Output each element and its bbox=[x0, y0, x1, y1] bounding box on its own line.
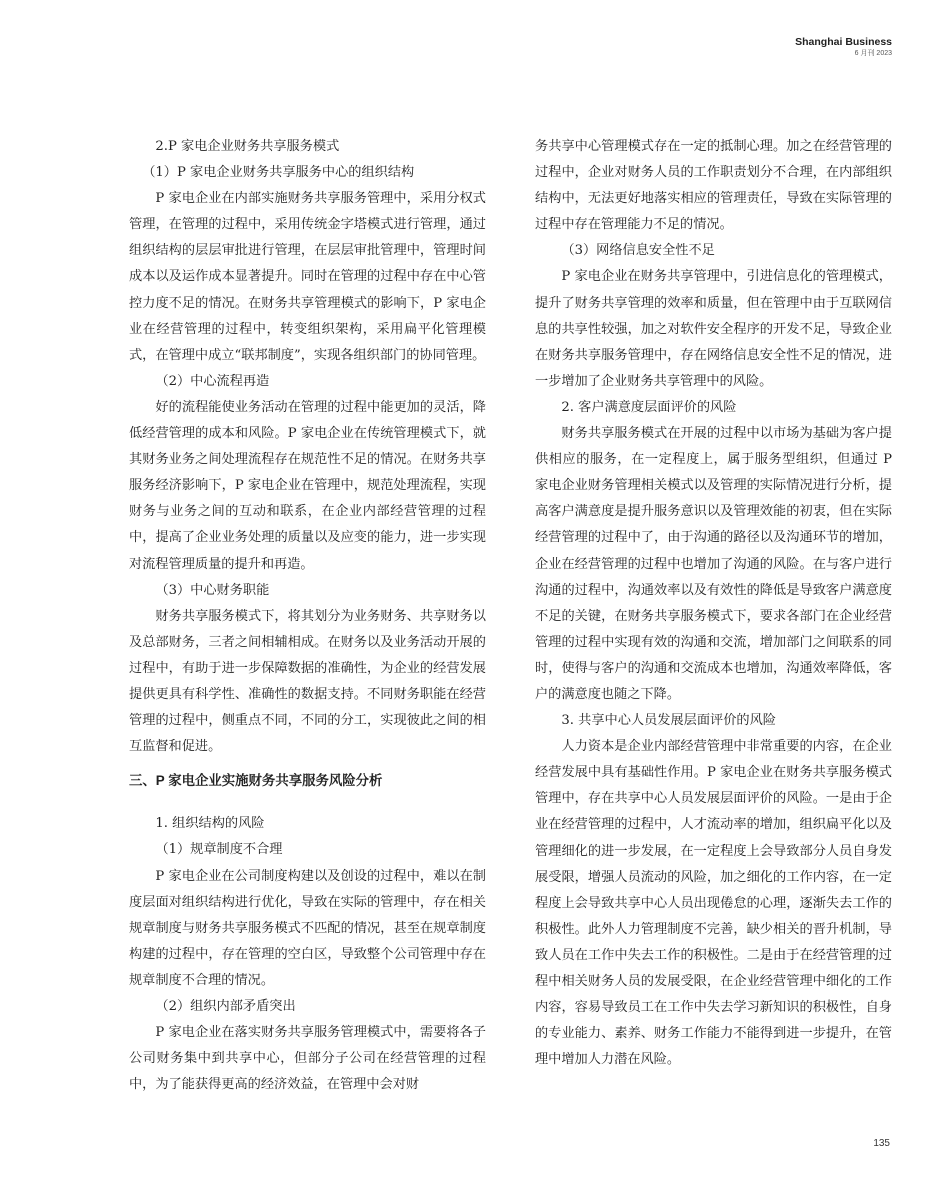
paragraph: 务共享中心管理模式存在一定的抵制心理。加之在经营管理的过程中，企业对财务人员的工作职责划分不合理，在内部组织结构中，无法更好地落实相应的管理责任，导致在实际管理的过程中存在管理能力不足的情况。 bbox=[535, 139, 892, 233]
subheading: （3）中心财务职能 bbox=[155, 582, 270, 598]
subheading: 1. 组织结构的风险 bbox=[155, 816, 265, 832]
paragraph: 财务共享服务模式在开展的过程中以市场为基础为客户提供相应的服务，在一定程度上，属于服务型组织，但通过 P 家电企业财务管理相关模式以及管理的实际情况进行分析，提高客户满意度是提升服务意识以及管理效能的初衷，但在实际经营管理的过程中了，由于沟通的路径以及沟通环节的增加，企业在经营管理的过程中也增加了沟通的风险。在与客户进行沟通的过程中，沟通效率以及有效性的降低是导致客户满意度不足的关键，在财务共享服务模式下，要求各部门在企业经营管理的过程中实现有效的沟通和交流，增加部门之间联系的同时，使得与客户的沟通和交流成本也增加，沟通效率降低，客户的满意度也随之下降。 bbox=[535, 426, 892, 702]
journal-masthead bbox=[795, 36, 892, 58]
page-number: 135 bbox=[873, 1138, 890, 1149]
paragraph: P 家电企业在公司制度构建以及创设的过程中，难以在制度层面对组织结构进行优化，导致在实际的管理中，存在相关规章制度与财务共享服务模式不匹配的情况，甚至在规章制度构建的过程中，存在管理的空白区，导致整个公司管理中存在规章制度不合理的情况。 bbox=[129, 868, 486, 988]
left-column bbox=[129, 134, 486, 1098]
subheading: （2）中心流程再造 bbox=[155, 373, 270, 389]
section-heading: 三、P 家电企业实施财务共享服务风险分析 bbox=[129, 773, 383, 789]
paragraph: 财务共享服务模式下，将其划分为业务财务、共享财务以及总部财务，三者之间相辅相成。在财务以及业务活动开展的过程中，有助于进一步保障数据的准确性，为企业的经营发展提供更具有科学性、准确性的数据支持。不同财务职能在经营管理的过程中，侧重点不同，不同的分工，实现彼此之间的相互监督和促进。 bbox=[129, 608, 486, 755]
subheading: 2. 客户满意度层面评价的风险 bbox=[561, 399, 737, 415]
paragraph: P 家电企业在财务共享管理中，引进信息化的管理模式，提升了财务共享管理的效率和质量，但在管理中由于互联网信息的共享性较强，加之对软件安全程序的开发不足，导致企业在财务共享服务管理中，存在网络信息安全性不足的情况，进一步增加了企业财务共享管理中的风险。 bbox=[535, 269, 892, 389]
journal-name: Shanghai Business bbox=[795, 36, 892, 48]
paragraph: P 家电企业在内部实施财务共享服务管理中，采用分权式管理，在管理的过程中，采用传统金字塔模式进行管理，通过组织结构的层层审批进行管理，在层层审批管理中，管理时间成本以及运作成本显著提升。同时在管理的过程中存在中心管控力度不足的情况。在财务共享管理模式的影响下，P 家电企业在经营管理的过程中，转变组织架构，采用扁平化管理模式，在管理中成立“联邦制度”，实现各组织部门的协同管理。 bbox=[129, 191, 486, 363]
paragraph: P 家电企业在落实财务共享服务管理模式中，需要将各子公司财务集中到共享中心，但部分子公司在经营管理的过程中，为了能获得更高的经济效益，在管理中会对财 bbox=[129, 1025, 486, 1093]
subheading: （3）网络信息安全性不足 bbox=[561, 243, 715, 259]
issue-date: 6 月刊 2023 bbox=[854, 50, 892, 57]
subheading: （1）P 家电企业财务共享服务中心的组织结构 bbox=[142, 165, 415, 181]
paragraph: 好的流程能使业务活动在管理的过程中能更加的灵活，降低经营管理的成本和风险。P 家电企业在传统管理模式下，就其财务业务之间处理流程存在规范性不足的情况。在财务共享服务经济影响下，P 家电企业在管理中，规范处理流程，实现财务与业务之间的互动和联系，在企业内部经营管理的过程中，提高了企业业务处理的质量以及应变的能力，进一步实现对流程管理质量的提升和再造。 bbox=[129, 399, 486, 572]
subheading: 3. 共享中心人员发展层面评价的风险 bbox=[561, 713, 776, 729]
right-column bbox=[535, 134, 892, 1073]
subheading: 2.P 家电企业财务共享服务模式 bbox=[155, 139, 340, 154]
subheading: （2）组织内部矛盾突出 bbox=[155, 999, 296, 1014]
subheading: （1）规章制度不合理 bbox=[155, 842, 283, 858]
paragraph: 人力资本是企业内部经营管理中非常重要的内容，在企业经营发展中具有基础性作用。P 家电企业在财务共享服务模式管理中，存在共享中心人员发展层面评价的风险。一是由于企业在经营管理的过程中，人才流动率的增加，组织扁平化以及管理细化的进一步发展，在一定程度上会导致部分人员自身发展受限，增强人员流动的风险，加之细化的工作内容，在一定程度上会导致共享中心人员出现倦怠的心理，逐渐失去工作的积极性。此外人力管理制度不完善，缺少相关的晋升机制，导致人员在工作中失去工作的积极性。二是由于在经营管理的过程中相关财务人员的发展受限，在企业经营管理中细化的工作内容，容易导致员工在工作中失去学习新知识的积极性，自身的专业能力、素养、财务工作能力不能得到进一步提升，在管理中增加人力潜在风险。 bbox=[535, 739, 892, 1068]
